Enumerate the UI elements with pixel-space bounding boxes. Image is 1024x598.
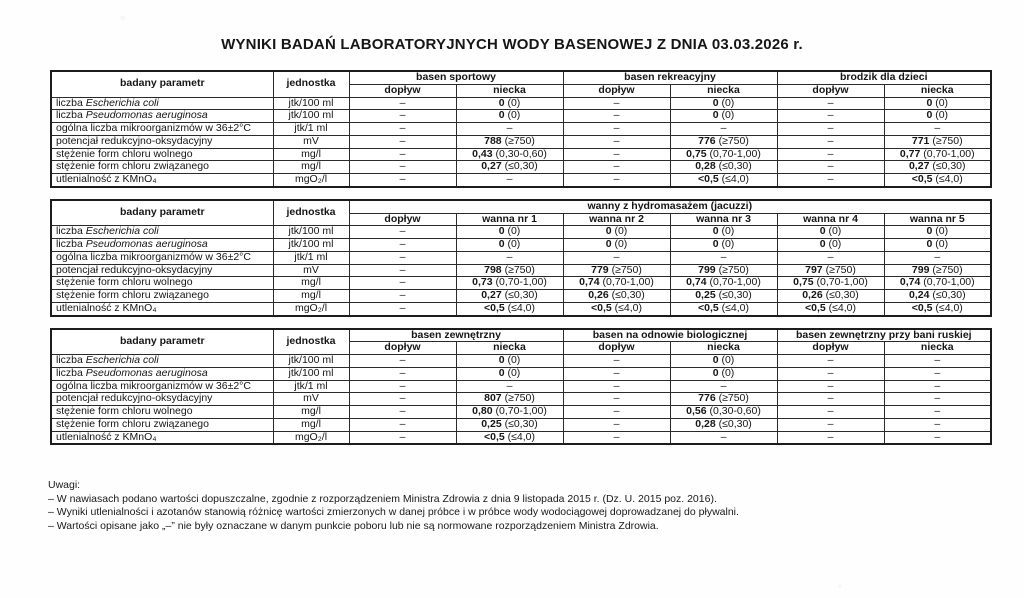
- value-cell: –: [349, 97, 456, 110]
- table-row: [51, 264, 991, 277]
- value-cell: –: [563, 380, 670, 393]
- value-cell: <0,5 (≤4,0): [777, 302, 884, 315]
- sub-column-header: dopływ: [349, 84, 456, 97]
- value-cell: –: [349, 148, 456, 161]
- value-cell: –: [777, 393, 884, 406]
- unit-column-header: jednostka: [273, 200, 349, 226]
- table-row: [51, 406, 991, 419]
- sub-column-header: niecka: [670, 342, 777, 355]
- species-name: Pseudomonas aeruginosa: [85, 367, 208, 379]
- value-cell: 0 (0): [777, 226, 884, 239]
- unit-cell: mV: [273, 393, 349, 406]
- value-cell: 776 (≥750): [670, 135, 777, 148]
- value-cell: –: [777, 123, 884, 136]
- param-text: stężenie form chloru wolnego: [56, 405, 193, 417]
- value-cell: –: [563, 355, 670, 368]
- value-cell: –: [349, 161, 456, 174]
- species-name: Pseudomonas aeruginosa: [85, 109, 208, 122]
- table-row: [51, 148, 991, 161]
- value-cell: –: [777, 431, 884, 444]
- unit-cell: jtk/1 ml: [273, 123, 349, 136]
- value-cell: –: [884, 431, 991, 444]
- notes-heading: Uwagi:: [48, 479, 81, 492]
- value-cell: 0 (0): [670, 239, 777, 252]
- value-cell: <0,5 (≤4,0): [456, 431, 563, 444]
- value-cell: –: [349, 367, 456, 380]
- unit-column-header: jednostka: [273, 71, 349, 97]
- sub-column-header: niecka: [884, 84, 991, 97]
- value-cell: –: [777, 174, 884, 187]
- param-cell: [51, 380, 273, 393]
- param-text: utlenialność z KMnO₄: [56, 302, 157, 314]
- value-cell: –: [349, 251, 456, 264]
- value-cell: 0,25 (≤0,30): [456, 418, 563, 431]
- param-text: potencjał redukcyjno-oksydacyjny: [56, 135, 213, 147]
- param-text: ogólna liczba mikroorganizmów w 36±2°C: [56, 122, 251, 134]
- param-text: stężenie form chloru związanego: [56, 160, 209, 173]
- value-cell: 776 (≥750): [670, 393, 777, 406]
- value-cell: <0,5 (≤4,0): [563, 302, 670, 315]
- value-cell: –: [884, 406, 991, 419]
- table-row: [51, 418, 991, 431]
- value-cell: –: [563, 135, 670, 148]
- value-cell: –: [777, 355, 884, 368]
- value-cell: 0,25 (≤0,30): [670, 290, 777, 303]
- group-header: basen na odnowie biologicznej: [563, 329, 777, 342]
- value-cell: 0 (0): [563, 239, 670, 252]
- param-text: ogólna liczba mikroorganizmów w 36±2°C: [56, 380, 251, 392]
- unit-cell: jtk/100 ml: [273, 97, 349, 110]
- param-text: utlenialność z KMnO₄: [56, 431, 157, 443]
- param-cell: [51, 174, 273, 187]
- param-text: utlenialność z KMnO₄: [56, 173, 157, 185]
- value-cell: –: [777, 406, 884, 419]
- value-cell: 799 (≥750): [884, 264, 991, 277]
- value-cell: –: [563, 161, 670, 174]
- param-text: stężenie form chloru związanego: [56, 289, 209, 301]
- value-cell: 0 (0): [456, 367, 563, 380]
- value-cell: 0,75 (0,70-1,00): [670, 148, 777, 161]
- table-row: [51, 431, 991, 444]
- param-text: stężenie form chloru wolnego: [56, 148, 193, 160]
- value-cell: 0,27 (≤0,30): [456, 290, 563, 303]
- unit-cell: mV: [273, 135, 349, 148]
- param-text: stężenie form chloru wolnego: [56, 276, 193, 289]
- results-tables: [50, 70, 1024, 445]
- value-cell: –: [777, 418, 884, 431]
- param-cell: [51, 123, 273, 136]
- value-cell: –: [563, 148, 670, 161]
- unit-cell: jtk/100 ml: [273, 110, 349, 123]
- group-header: basen rekreacyjny: [563, 71, 777, 84]
- value-cell: <0,5 (≤4,0): [884, 174, 991, 187]
- value-cell: –: [884, 418, 991, 431]
- species-name: Escherichia coli: [85, 97, 159, 109]
- unit-cell: mgO₂/l: [273, 431, 349, 444]
- param-cell: [51, 393, 273, 406]
- value-cell: 0,56 (0,30-0,60): [670, 406, 777, 419]
- sub-column-header: dopływ: [563, 342, 670, 355]
- value-cell: –: [563, 431, 670, 444]
- value-cell: 788 (≥750): [456, 135, 563, 148]
- value-cell: 0,27 (≤0,30): [884, 161, 991, 174]
- value-cell: <0,5 (≤4,0): [456, 302, 563, 315]
- table-body: [51, 97, 991, 187]
- unit-cell: jtk/100 ml: [273, 355, 349, 368]
- group-header: brodzik dla dzieci: [777, 71, 991, 84]
- unit-cell: mg/l: [273, 148, 349, 161]
- unit-cell: mg/l: [273, 161, 349, 174]
- table-header: [51, 71, 991, 97]
- value-cell: –: [349, 174, 456, 187]
- value-cell: <0,5 (≤4,0): [884, 302, 991, 315]
- table-row: [51, 367, 991, 380]
- value-cell: 0 (0): [884, 226, 991, 239]
- unit-cell: mgO₂/l: [273, 302, 349, 315]
- value-cell: 0 (0): [670, 367, 777, 380]
- value-cell: –: [349, 264, 456, 277]
- value-cell: 0,77 (0,70-1,00): [884, 148, 991, 161]
- param-text: potencjał redukcyjno-oksydacyjny: [56, 264, 213, 276]
- table-row: [51, 226, 991, 239]
- unit-cell: jtk/100 ml: [273, 226, 349, 239]
- sub-column-header: niecka: [456, 342, 563, 355]
- sub-column-header: dopływ: [349, 342, 456, 355]
- unit-cell: jtk/1 ml: [273, 380, 349, 393]
- table-row: [51, 97, 991, 110]
- value-cell: 0,24 (≤0,30): [884, 290, 991, 303]
- value-cell: –: [563, 418, 670, 431]
- param-cell: [51, 226, 273, 239]
- param-column-header: badany parametr: [51, 329, 273, 355]
- value-cell: 0,43 (0,30-0,60): [456, 148, 563, 161]
- value-cell: –: [670, 380, 777, 393]
- value-cell: –: [884, 123, 991, 136]
- sub-column-header: niecka: [456, 84, 563, 97]
- sub-column-header: wanna nr 5: [884, 213, 991, 226]
- value-cell: –: [670, 123, 777, 136]
- unit-cell: mg/l: [273, 277, 349, 290]
- value-cell: –: [670, 431, 777, 444]
- value-cell: –: [349, 380, 456, 393]
- value-cell: 0 (0): [456, 110, 563, 123]
- value-cell: –: [777, 251, 884, 264]
- table-basen-sportowy-rekreacyjny-brodzik: [50, 70, 992, 188]
- param-cell: [51, 110, 273, 123]
- page-title: WYNIKI BADAŃ LABORATORYJNYCH WODY BASENOWEJ Z DNIA 03.03.2026 r.: [221, 36, 803, 53]
- value-cell: 0 (0): [670, 355, 777, 368]
- param-text: liczba: [56, 367, 86, 379]
- table-body: [51, 355, 991, 445]
- notes-section: [48, 479, 1024, 533]
- note-line: – Wartości opisane jako „–” nie były oznaczane w danym punkcie poboru lub nie są normowane rozporządzeniem Ministra Zdrowia.: [48, 519, 659, 532]
- value-cell: –: [777, 148, 884, 161]
- table-header: [51, 200, 991, 226]
- table-row: [51, 277, 991, 290]
- value-cell: –: [777, 367, 884, 380]
- table-header: [51, 329, 991, 355]
- table-row: [51, 174, 991, 187]
- value-cell: 0 (0): [777, 239, 884, 252]
- value-cell: 0,73 (0,70-1,00): [456, 277, 563, 290]
- value-cell: <0,5 (≤4,0): [670, 174, 777, 187]
- param-cell: [51, 135, 273, 148]
- sub-column-header: dopływ: [563, 84, 670, 97]
- sub-column-header: niecka: [884, 342, 991, 355]
- value-cell: 0 (0): [884, 97, 991, 110]
- value-cell: 779 (≥750): [563, 264, 670, 277]
- sub-column-header: dopływ: [777, 342, 884, 355]
- value-cell: –: [349, 226, 456, 239]
- value-cell: –: [456, 251, 563, 264]
- value-cell: –: [349, 135, 456, 148]
- value-cell: 0,74 (0,70-1,00): [884, 277, 991, 290]
- table-row: [51, 135, 991, 148]
- param-cell: [51, 97, 273, 110]
- value-cell: 0,74 (0,70-1,00): [670, 277, 777, 290]
- param-cell: [51, 290, 273, 303]
- sub-column-header: wanna nr 2: [563, 213, 670, 226]
- param-cell: [51, 355, 273, 368]
- value-cell: –: [777, 161, 884, 174]
- header-row-groups: [51, 200, 991, 213]
- value-cell: –: [563, 123, 670, 136]
- value-cell: –: [884, 355, 991, 368]
- value-cell: –: [884, 380, 991, 393]
- value-cell: <0,5 (≤4,0): [670, 302, 777, 315]
- param-column-header: badany parametr: [51, 71, 273, 97]
- value-cell: –: [456, 123, 563, 136]
- value-cell: –: [563, 174, 670, 187]
- table-row: [51, 161, 991, 174]
- value-cell: 0,74 (0,70-1,00): [563, 277, 670, 290]
- value-cell: –: [563, 367, 670, 380]
- param-cell: [51, 431, 273, 444]
- value-cell: –: [349, 290, 456, 303]
- value-cell: –: [563, 406, 670, 419]
- param-text: liczba: [56, 109, 86, 122]
- unit-cell: mgO₂/l: [273, 174, 349, 187]
- group-header: basen zewnętrzny przy bani ruskiej: [777, 329, 991, 342]
- unit-cell: mg/l: [273, 418, 349, 431]
- value-cell: 0 (0): [670, 97, 777, 110]
- group-header: basen zewnętrzny: [349, 329, 563, 342]
- value-cell: 807 (≥750): [456, 393, 563, 406]
- param-cell: [51, 367, 273, 380]
- table-row: [51, 110, 991, 123]
- value-cell: –: [884, 367, 991, 380]
- table-row: [51, 393, 991, 406]
- param-cell: [51, 277, 273, 290]
- sub-column-header: dopływ: [777, 84, 884, 97]
- table-body: [51, 226, 991, 316]
- param-text: ogólna liczba mikroorganizmów w 36±2°C: [56, 251, 251, 263]
- unit-cell: jtk/1 ml: [273, 251, 349, 264]
- param-cell: [51, 251, 273, 264]
- param-text: liczba: [56, 238, 86, 250]
- value-cell: 0 (0): [456, 239, 563, 252]
- value-cell: 0 (0): [884, 239, 991, 252]
- value-cell: –: [349, 239, 456, 252]
- value-cell: –: [349, 406, 456, 419]
- table-row: [51, 302, 991, 315]
- value-cell: –: [884, 393, 991, 406]
- table-row: [51, 380, 991, 393]
- value-cell: –: [563, 97, 670, 110]
- value-cell: 0,26 (≤0,30): [777, 290, 884, 303]
- table-row: [51, 239, 991, 252]
- unit-cell: jtk/100 ml: [273, 239, 349, 252]
- note-line: – Wyniki utlenialności i azotanów stanowią różnicę wartości zmierzonych w danej próbce i w próbce wody wodociągowej doprowadzanej do pływalni.: [48, 506, 739, 519]
- param-text: liczba: [56, 225, 86, 238]
- value-cell: 797 (≥750): [777, 264, 884, 277]
- value-cell: –: [349, 123, 456, 136]
- value-cell: –: [777, 97, 884, 110]
- unit-cell: mg/l: [273, 290, 349, 303]
- species-name: Escherichia coli: [85, 354, 159, 366]
- value-cell: –: [349, 302, 456, 315]
- sub-column-header: wanna nr 1: [456, 213, 563, 226]
- value-cell: 0,75 (0,70-1,00): [777, 277, 884, 290]
- value-cell: 0 (0): [456, 355, 563, 368]
- table-wanny-jacuzzi: [50, 199, 992, 317]
- value-cell: –: [777, 110, 884, 123]
- unit-cell: jtk/100 ml: [273, 367, 349, 380]
- group-header: wanny z hydromasażem (jacuzzi): [349, 200, 991, 213]
- value-cell: –: [563, 393, 670, 406]
- header-row-groups: [51, 71, 991, 84]
- sub-column-header: wanna nr 4: [777, 213, 884, 226]
- param-cell: [51, 239, 273, 252]
- param-cell: [51, 161, 273, 174]
- param-text: potencjał redukcyjno-oksydacyjny: [56, 392, 213, 405]
- param-text: liczba: [56, 354, 86, 366]
- value-cell: –: [349, 431, 456, 444]
- value-cell: –: [349, 277, 456, 290]
- value-cell: –: [349, 355, 456, 368]
- table-basen-zewnetrzny-odnowa-bania: [50, 328, 992, 446]
- value-cell: –: [670, 251, 777, 264]
- species-name: Pseudomonas aeruginosa: [85, 238, 208, 250]
- table-row: [51, 290, 991, 303]
- value-cell: –: [777, 380, 884, 393]
- table-row: [51, 123, 991, 136]
- value-cell: –: [777, 135, 884, 148]
- unit-column-header: jednostka: [273, 329, 349, 355]
- species-name: Escherichia coli: [85, 225, 159, 238]
- value-cell: 0 (0): [670, 226, 777, 239]
- param-cell: [51, 264, 273, 277]
- value-cell: 771 (≥750): [884, 135, 991, 148]
- unit-cell: mV: [273, 264, 349, 277]
- note-line: – W nawiasach podano wartości dopuszczalne, zgodnie z rozporządzeniem Ministra Zdrowia z dnia 9 listopada 2015 r. (Dz. U. 2015 poz. 2016).: [48, 492, 717, 505]
- value-cell: 799 (≥750): [670, 264, 777, 277]
- param-text: liczba: [56, 97, 86, 109]
- value-cell: 798 (≥750): [456, 264, 563, 277]
- value-cell: –: [349, 110, 456, 123]
- value-cell: 0,26 (≤0,30): [563, 290, 670, 303]
- value-cell: 0 (0): [670, 110, 777, 123]
- sub-column-header: niecka: [670, 84, 777, 97]
- value-cell: 0,80 (0,70-1,00): [456, 406, 563, 419]
- value-cell: –: [456, 380, 563, 393]
- value-cell: –: [563, 251, 670, 264]
- param-cell: [51, 148, 273, 161]
- table-row: [51, 251, 991, 264]
- value-cell: –: [349, 418, 456, 431]
- value-cell: 0,28 (≤0,30): [670, 161, 777, 174]
- value-cell: –: [456, 174, 563, 187]
- param-column-header: badany parametr: [51, 200, 273, 226]
- table-row: [51, 355, 991, 368]
- value-cell: 0 (0): [563, 226, 670, 239]
- value-cell: 0 (0): [456, 226, 563, 239]
- param-cell: [51, 302, 273, 315]
- value-cell: 0,28 (≤0,30): [670, 418, 777, 431]
- header-row-groups: [51, 329, 991, 342]
- value-cell: 0 (0): [884, 110, 991, 123]
- value-cell: –: [349, 393, 456, 406]
- value-cell: –: [884, 251, 991, 264]
- unit-cell: mg/l: [273, 406, 349, 419]
- param-cell: [51, 406, 273, 419]
- group-header: basen sportowy: [349, 71, 563, 84]
- value-cell: 0 (0): [456, 97, 563, 110]
- param-cell: [51, 418, 273, 431]
- sub-column-header: dopływ: [349, 213, 456, 226]
- sub-column-header: wanna nr 3: [670, 213, 777, 226]
- value-cell: 0,27 (≤0,30): [456, 161, 563, 174]
- param-text: stężenie form chloru związanego: [56, 418, 209, 430]
- value-cell: –: [563, 110, 670, 123]
